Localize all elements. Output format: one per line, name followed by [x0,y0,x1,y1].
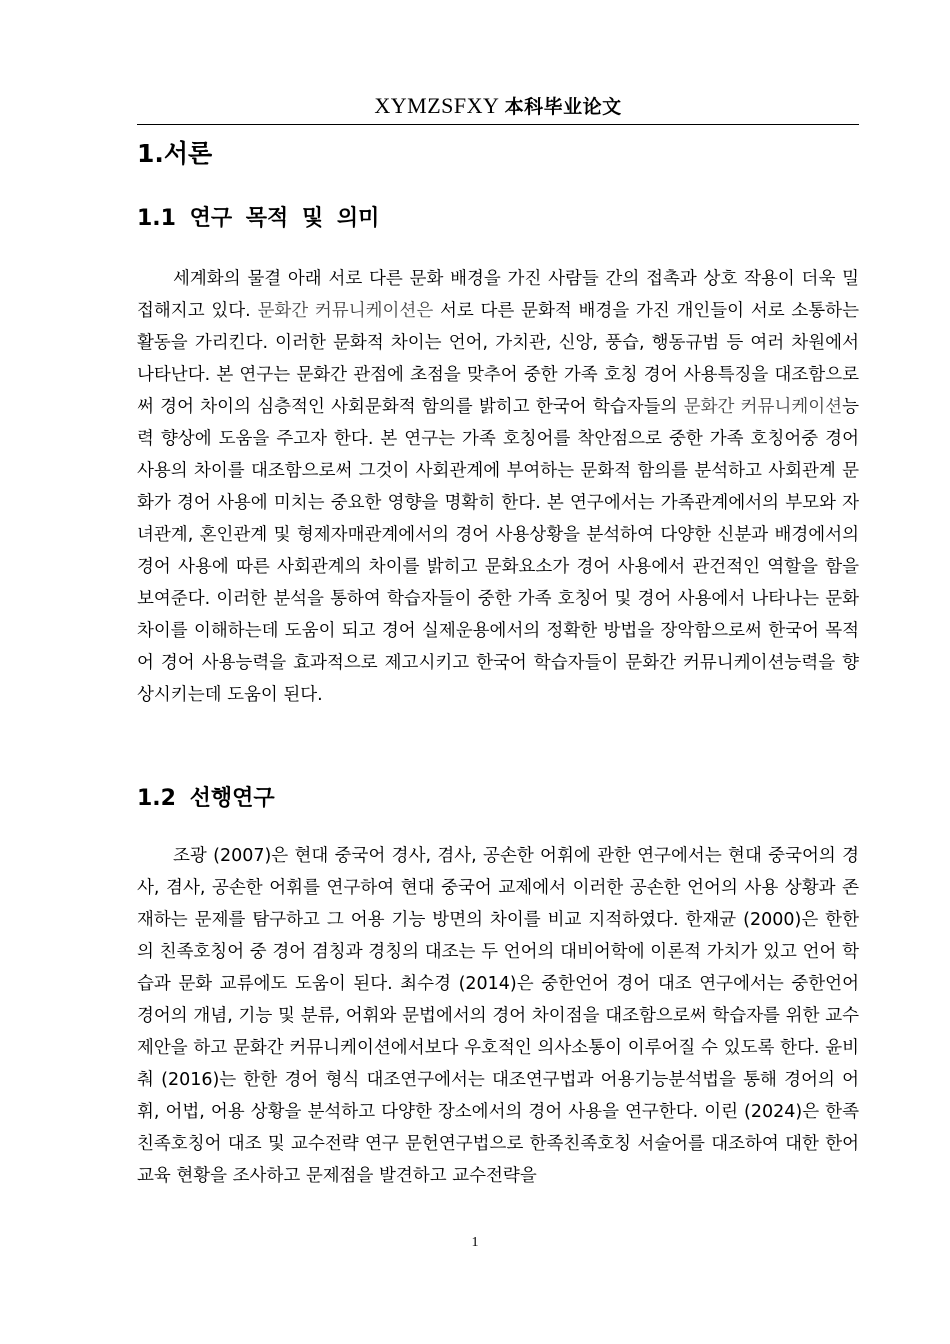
paragraph-text: 세계화의 물결 아래 서로 다른 문화 배경을 가진 사람들 간의 접촉과 상호 작용이 더욱 밀접해지고 있다. [137,269,859,321]
paragraph-text: 서로 다른 문화적 배경을 가진 개인들이 서로 소통하는 활동을 가리킨다. 이러한 문화적 차이는 언어, 가치관, 신앙, 풍습, 행동규범 등 여러 차원에서 나타난다. 본 연구는 문화간 관점에 초점을 맞추어 중한 가족 호칭 경어 사용특징을 대조함으로써 경어 차이의 심층적인 사회문화적 함의를 밝히고 한국어 학습자들의 [137,301,859,417]
highlighted-term: 문화간 커뮤니케이션은 [257,301,434,321]
section-1-2-paragraph: 조광 (2007)은 현대 중국어 경사, 겸사, 공손한 어휘에 관한 연구에서는 현대 중국어의 경사, 겸사, 공손한 어휘를 연구하여 현대 중국어 교제에서 이러한 공손한 언어의 사용 상황과 존재하는 문제를 탐구하고 그 어용 기능 방면의 차이를 비교 지적하였다. 한재균 (2000)은 한한의 친족호칭어 중 경어 겸칭과 경칭의 대조는 두 언어의 대비어학에 이론적 가치가 있고 언어 학습과 문화 교류에도 도움이 된다. 최수경 (2014)은 중한언어 경어 대조 연구에서는 중한언어 경어의 개념, 기능 및 분류, 어휘와 문법에서의 경어 차이점을 대조함으로써 학습자를 위한 교수제안을 하고 문화간 커뮤니케이션에서보다 우호적인 의사소통이 이루어질 수 있도록 한다. 윤비춰 (2016)는 한한 경어 형식 대조연구에서는 대조연구법과 어용기능분석법을 통해 경어의 어휘, 어법, 어용 상황을 분석하고 다양한 장소에서의 경어 사용을 연구한다. 이린 (2024)은 한족친족호칭어 대조 및 교수전략 연구 문헌연구법으로 한족친족호칭 서술어를 대조하여 대한 한어교육 현황을 조사하고 문제점을 발견하고 교수전략을 [137,846,859,1186]
chapter-title: 1.서론 [137,139,213,168]
header-cjk-text: 本科毕业论文 [504,96,622,118]
section-title-1-1: 1.1 연구 목적 및 의미 [137,206,380,231]
section-title-1-2: 1.2 선행연구 [137,786,275,811]
running-header [137,92,859,121]
highlighted-term: 문화간 커뮤니케이션 [683,397,843,417]
header-latin-text: XYMZSFXY [374,93,499,118]
paragraph-text: 능력 향상에 도움을 주고자 한다. 본 연구는 가족 호칭어를 착안점으로 중한 가족 호칭어중 경어 사용의 차이를 대조함으로써 그것이 사회관계에 부여하는 문화적 함의를 분석하고 사회관계 문화가 경어 사용에 미치는 중요한 영향을 명확히 한다. 본 연구에서는 가족관계에서의 부모와 자녀관계, 혼인관계 및 형제자매관계에서의 경어 사용상황을 분석하여 다양한 신분과 배경에서의 경어 사용에 따른 사회관계의 차이를 밝히고 문화요소가 경어 사용에서 관건적인 역할을 함을 보여준다. 이러한 분석을 통하여 학습자들이 중한 가족 호칭어 및 경어 사용에서 나타나는 문화차이를 이해하는데 도움이 되고 경어 실제운용에서의 정확한 방법을 장악함으로써 한국어 목적어 경어 사용능력을 효과적으로 제고시키고 한국어 학습자들이 문화간 커뮤니케이션능력을 향상시키는데 도움이 된다. [137,397,859,705]
section-1-1-paragraph [137,263,859,711]
page-number: 1 [471,1235,479,1250]
header-rule [137,124,859,125]
